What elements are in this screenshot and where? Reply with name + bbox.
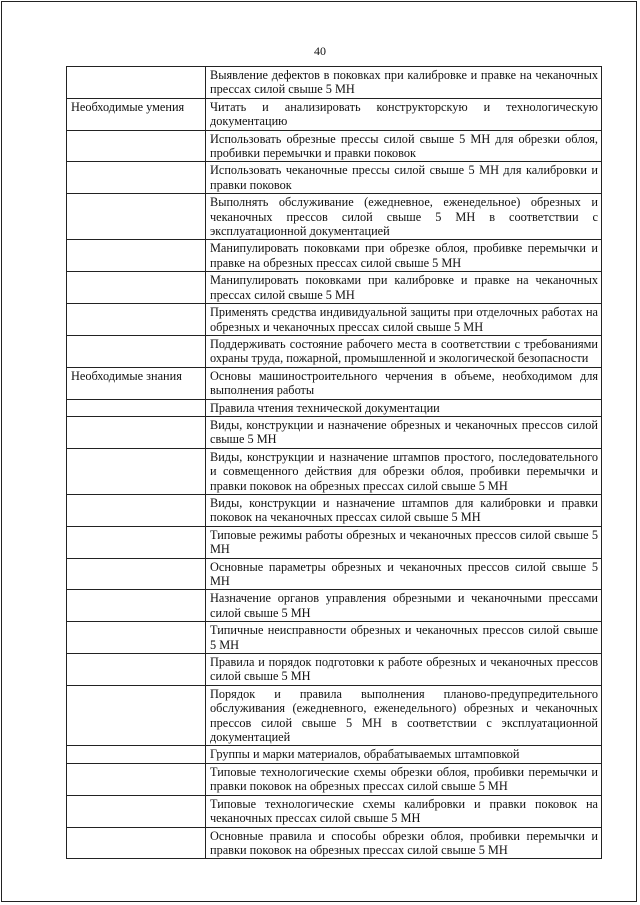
row-label [67, 67, 206, 99]
row-label [67, 272, 206, 304]
row-label [67, 622, 206, 654]
row-text: Манипулировать поковками при обрезке облоя, пробивке перемычки и правке на обрезных прессах силой свыше 5 МН [206, 240, 602, 272]
row-text: Использовать обрезные прессы силой свыше 5 МН для обрезки облоя, пробивки перемычки и правки поковок [206, 130, 602, 162]
table-row [67, 194, 602, 240]
row-text: Применять средства индивидуальной защиты при отделочных работах на обрезных и чеканочных прессах силой свыше 5 МН [206, 304, 602, 336]
row-label [67, 399, 206, 416]
table-row [67, 399, 602, 416]
row-label [67, 304, 206, 336]
row-text: Виды, конструкции и назначение штампов для калибровки и правки поковок на чеканочных прессах силой свыше 5 МН [206, 494, 602, 526]
row-text: Правила и порядок подготовки к работе обрезных и чеканочных прессов силой свыше 5 МН [206, 654, 602, 686]
table-row [67, 494, 602, 526]
row-text: Порядок и правила выполнения планово-предупредительного обслуживания (ежедневного, еженедельного) обрезных и чеканочных прессов силой свыше 5 МН в соответствии с эксплуатационной документацией [206, 685, 602, 746]
row-text: Назначение органов управления обрезными и чеканочными прессами силой свыше 5 МН [206, 590, 602, 622]
row-label [67, 558, 206, 590]
row-text: Виды, конструкции и назначение штампов простого, последовательного и совмещенного действия для обрезки облоя, пробивки перемычки и правки поковок на обрезных прессах силой свыше 5 МН [206, 448, 602, 494]
table-row [67, 67, 602, 99]
table-row [67, 98, 602, 130]
row-label [67, 685, 206, 746]
table-row [67, 763, 602, 795]
row-label [67, 162, 206, 194]
row-label [67, 526, 206, 558]
competency-table [66, 66, 602, 859]
row-label [67, 590, 206, 622]
row-label [67, 494, 206, 526]
table-row [67, 590, 602, 622]
row-label [67, 240, 206, 272]
table-row [67, 335, 602, 367]
row-text: Основные параметры обрезных и чеканочных прессов силой свыше 5 МН [206, 558, 602, 590]
table-row [67, 526, 602, 558]
row-label: Необходимые знания [67, 367, 206, 399]
row-label [67, 795, 206, 827]
table-row [67, 162, 602, 194]
row-label [67, 194, 206, 240]
row-label [67, 654, 206, 686]
row-text: Основные правила и способы обрезки облоя, пробивки перемычки и правки поковок на обрезных прессах силой свыше 5 МН [206, 827, 602, 859]
row-label: Необходимые умения [67, 98, 206, 130]
table-row [67, 795, 602, 827]
table-row [67, 746, 602, 763]
page-number: 40 [314, 44, 326, 58]
table-row [67, 827, 602, 859]
table-row [67, 130, 602, 162]
row-text: Типичные неисправности обрезных и чеканочных прессов силой свыше 5 МН [206, 622, 602, 654]
row-label [67, 130, 206, 162]
row-label [67, 827, 206, 859]
row-label [67, 335, 206, 367]
table-row [67, 367, 602, 399]
row-label [67, 416, 206, 448]
row-text: Поддерживать состояние рабочего места в соответствии с требованиями охраны труда, пожарной, промышленной и экологической безопасности [206, 335, 602, 367]
row-text: Типовые режимы работы обрезных и чеканочных прессов силой свыше 5 МН [206, 526, 602, 558]
row-text: Выявление дефектов в поковках при калибровке и правке на чеканочных прессах силой свыше 5 МН [206, 67, 602, 99]
row-text: Использовать чеканочные прессы силой свыше 5 МН для калибровки и правки поковок [206, 162, 602, 194]
table-row [67, 558, 602, 590]
table-row [67, 416, 602, 448]
table-row [67, 448, 602, 494]
row-text: Манипулировать поковками при калибровке и правке на чеканочных прессах силой свыше 5 МН [206, 272, 602, 304]
table-row [67, 685, 602, 746]
row-text: Выполнять обслуживание (ежедневное, еженедельное) обрезных и чеканочных прессов силой свыше 5 МН в соответствии с эксплуатационной документацией [206, 194, 602, 240]
row-label [67, 448, 206, 494]
row-text: Правила чтения технической документации [206, 399, 602, 416]
row-text: Типовые технологические схемы обрезки облоя, пробивки перемычки и правки поковок на обрезных прессах силой свыше 5 МН [206, 763, 602, 795]
row-label [67, 763, 206, 795]
row-text: Основы машиностроительного черчения в объеме, необходимом для выполнения работы [206, 367, 602, 399]
table-row [67, 654, 602, 686]
table-row [67, 304, 602, 336]
table-row [67, 240, 602, 272]
row-text: Читать и анализировать конструкторскую и технологическую документацию [206, 98, 602, 130]
row-text: Группы и марки материалов, обрабатываемых штамповкой [206, 746, 602, 763]
table-row [67, 272, 602, 304]
row-text: Виды, конструкции и назначение обрезных и чеканочных прессов силой свыше 5 МН [206, 416, 602, 448]
row-text: Типовые технологические схемы калибровки и правки поковок на чеканочных прессах силой свыше 5 МН [206, 795, 602, 827]
table-row [67, 622, 602, 654]
row-label [67, 746, 206, 763]
